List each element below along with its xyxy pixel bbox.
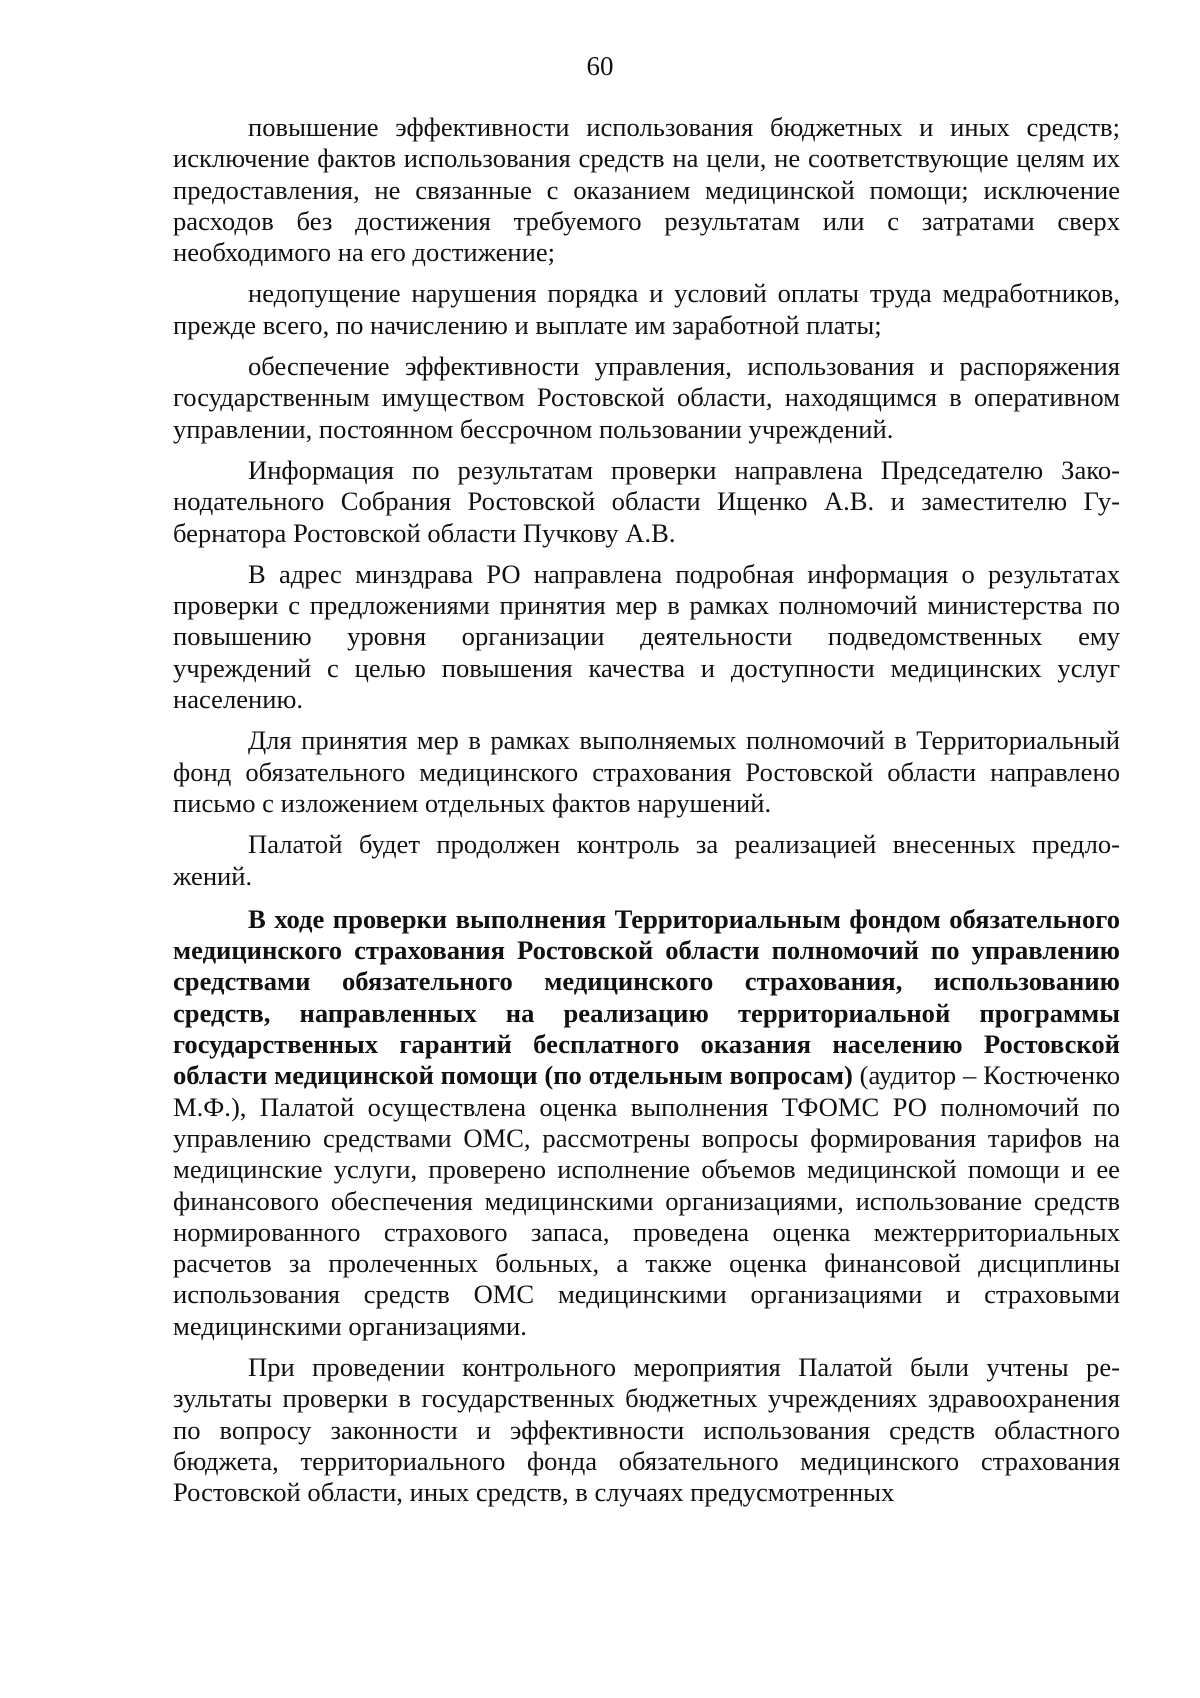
- paragraph-property: обеспечение эффективности управления, использования и распоряжения государственным имуществом Ростовской области, находящимся в оперативном управлении, постоянном бессрочном пользовании учреждений.: [173, 351, 1120, 444]
- paragraph-tfoms-letter: Для принятия мер в рамках выполняемых полномочий в Территориальный фонд обязательного медицинского страхования Ростовской области направлено письмо с изложением отдельных фактов нарушений.: [173, 725, 1120, 818]
- audit-details: (аудитор – Костюченко М.Ф.), Палатой осуществлена оценка выполнения ТФОМС РО полномочий по управлению средствами ОМС, рассмотрены вопросы формирования тарифов на медицинские услуги, проверено исполнение объемов медицинской помощи и ее финансового обеспечения медицинскими организациями, использование средств нормированного страхового запаса, проведена оценка межтерриториальных расчетов за пролеченных больных, а также оценка финансовой дисциплины использования средств ОМС медицинскими организациями и страховыми медицинскими организациями.: [173, 1060, 1120, 1341]
- paragraph-minzdrav: В адрес минздрава РО направлена подробная информация о результатах проверки с предложениями принятия мер в рамках полномочий министерства по повышению уровня организации деятельности подведомственных ему учреждений с целью повышения качества и доступности медицинских услуг населению.: [173, 558, 1120, 715]
- page-number: 60: [586, 51, 614, 81]
- paragraph-control: Палатой будет продолжен контроль за реализацией внесенных предложений.: [173, 829, 1120, 891]
- paragraph-control-event: При проведении контрольного мероприятия Палатой были учтены результаты проверки в государственных бюджетных учреждениях здравоохранения по вопросу законности и эффективности использования средств областного бюджета, территориального фонда обязательного медицинского страхования Ростовской области, иных средств, в случаях предусмотренных: [173, 1351, 1120, 1508]
- audit-subject-bold: В ходе проверки выполнения Территориальным фондом обязательного медицинского страхования Ростовской области полномочий по управлению средствами обязательного медицинского страхования, использованию средств, направленных на реализацию территориальной программы государственных гарантий бесплатного оказания населению Ростовской области медицинской помощи (по отдельным вопросам): [173, 903, 1120, 1091]
- paragraph-audit-tfoms: [173, 904, 1120, 1342]
- paragraph-wages: недопущение нарушения порядка и условий оплаты труда медработников, прежде всего, по начислению и выплате им заработной платы;: [173, 278, 1120, 340]
- document-body: [173, 112, 1120, 1518]
- paragraph-efficiency: повышение эффективности использования бюджетных и иных средств; исключение фактов использования средств на цели, не соответствующие целям их предоставления, не связанные с оказанием медицинской помощи; исключение расходов без достижения требуемого результатам или с затратами сверх необходимого на его достижение;: [173, 112, 1120, 268]
- paragraph-information-sent: Информация по результатам проверки направлена Председателю Законодательного Собрания Ростовской области Ищенко А.В. и заместителю Губернатора Ростовской области Пучкову А.В.: [173, 454, 1120, 548]
